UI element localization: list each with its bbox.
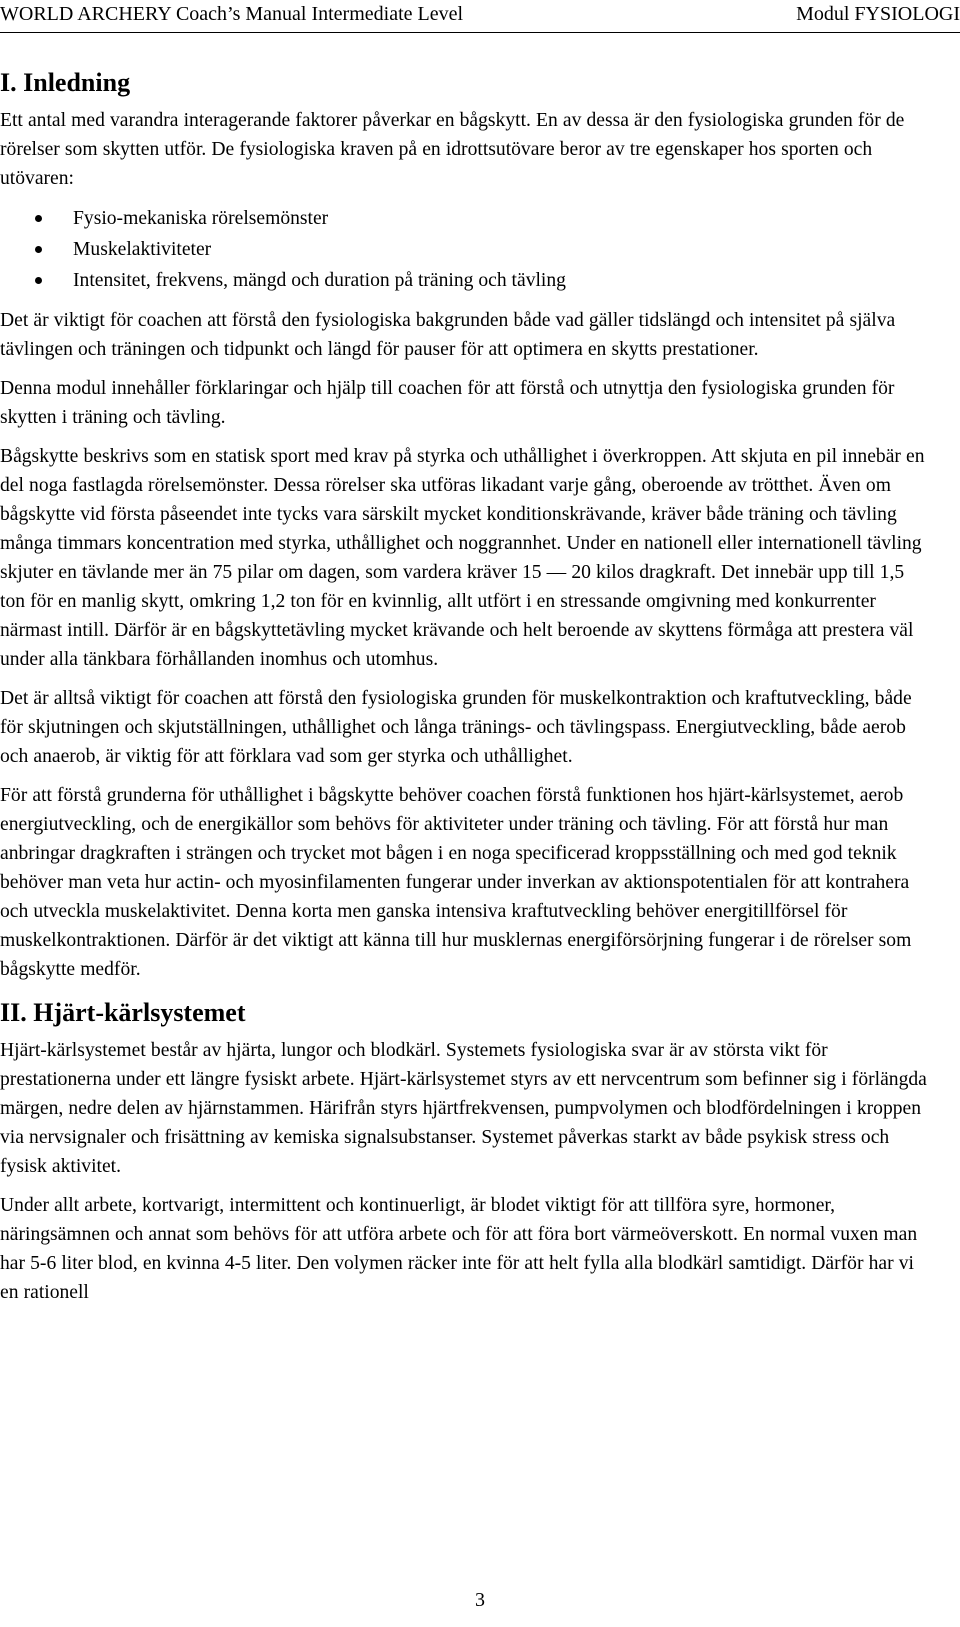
page-number: 3 (475, 1589, 485, 1611)
list-item-text: Intensitet, frekvens, mängd och duration på träning och tävling (73, 270, 566, 291)
list-item-text: Muskelaktiviteter (73, 239, 212, 260)
bullet-list (0, 203, 930, 296)
list-item-text: Fysio-mekaniska rörelsemönster (73, 208, 329, 229)
list-item (0, 265, 930, 296)
header-title: WORLD ARCHERY Coach’s Manual Intermediate Level (0, 3, 464, 25)
page-content (0, 66, 930, 1317)
body-paragraph: Det är alltså viktigt för coachen att förstå den fysiologiska grunden för muskelkontraktion och kraftutveckling, både för skjutningen och skjutställningen, uthållighet och långa tränings- och tävlingspass. Energiutveckling, både aerob och anaerob, är viktig för att förklara vad som ger styrka och uthållighet. (0, 688, 912, 767)
body-paragraph: Hjärt-kärlsystemet består av hjärta, lungor och blodkärl. Systemets fysiologiska svar är av största vikt för prestationerna under ett längre fysiskt arbete. Hjärt-kärlsystemet styrs av ett nervcentrum som befinner sig i förlängda märgen, nedre delen av hjärnstammen. Härifrån styrs hjärtfrekvensen, pumpvolymen och blodfördelningen i kroppen via nervsignaler och frisättning av kemiska signalsubstanser. Systemet påverkas starkt av både psykisk stress och fysisk aktivitet. (0, 1040, 927, 1177)
intro-paragraph: Ett antal med varandra interagerande faktorer påverkar en bågskytt. En av dessa är den fysiologiska grunden för de rörelser som skytten utför. De fysiologiska kraven på en idrottsutövare beror av tre egenskaper hos sporten och utövaren: (0, 110, 905, 189)
header-divider (0, 32, 960, 33)
body-paragraph: Bågskytte beskrivs som en statisk sport med krav på styrka och uthållighet i överkroppen. Att skjuta en pil innebär en del noga fastlagda rörelsemönster. Dessa rörelser ska utföras likadant varje gång, oberoende av trötthet. Även om bågskytte vid första påseendet inte tycks vara särskilt mycket konditionskrävande, kräver både träning och tävling många timmars koncentration med styrka, uthållighet och noggrannhet. Under en nationell eller internationell tävling skjuter en tävlande mer än 75 pilar om dagen, som vardera kräver 15 — 20 kilos dragkraft. Det innebär upp till 1,5 ton för en manlig skytt, omkring 1,2 ton för en kvinnlig, allt utfört i en stressande omgivning med konkurrenter närmast intill. Därför är en bågskyttetävling mycket krävande och helt beroende av skyttens förmåga att prestera väl under alla tänkbara förhållanden inomhus och utomhus. (0, 446, 925, 670)
header-module: Modul FYSIOLOGI (796, 3, 960, 25)
page-header (0, 0, 960, 30)
body-paragraph: Det är viktigt för coachen att förstå den fysiologiska bakgrunden både vad gäller tidslängd och intensitet på själva tävlingen och träningen och tidpunkt och längd för pauser för att optimera en skytts prestationer. (0, 310, 896, 360)
section-heading-inledning: I. Inledning (0, 68, 131, 97)
list-item (0, 234, 930, 265)
list-item (0, 203, 930, 234)
body-paragraph: För att förstå grunderna för uthållighet i bågskytte behöver coachen förstå funktionen hos hjärt-kärlsystemet, aerob energiutveckling, och de energikällor som behövs för aktiviteter under träning och tävling. För att förstå hur man anbringar dragkraften i strängen och trycket mot bågen i en noga specificerad kroppsställning och med god teknik behöver man veta hur actin- och myosinfilamenten fungerar under inverkan av aktionspotentialen för att kontrahera och utveckla muskelaktivitet. Denna korta men ganska intensiva kraftutveckling behöver energitillförsel för muskelkontraktionen. Därför är det viktigt att känna till hur musklernas energiförsörjning fungerar i de rörelser som bågskytte medför. (0, 785, 912, 980)
body-paragraph: Under allt arbete, kortvarigt, intermittent och kontinuerligt, är blodet viktigt för att tillföra syre, hormoner, näringsämnen och annat som behövs för att utföra arbete och för att föra bort värmeöverskott. En normal vuxen man har 5-6 liter blod, en kvinna 4-5 liter. Den volymen räcker inte för att helt fylla alla blodkärl samtidigt. Därför har vi en rationell (0, 1195, 918, 1303)
body-paragraph: Denna modul innehåller förklaringar och hjälp till coachen för att förstå och utnyttja den fysiologiska grunden för skytten i träning och tävling. (0, 378, 895, 428)
section-heading-hjart-karlsystemet: II. Hjärt-kärlsystemet (0, 998, 246, 1027)
bullet-icon (35, 246, 42, 253)
bullet-icon (35, 215, 42, 222)
bullet-icon (35, 277, 42, 284)
